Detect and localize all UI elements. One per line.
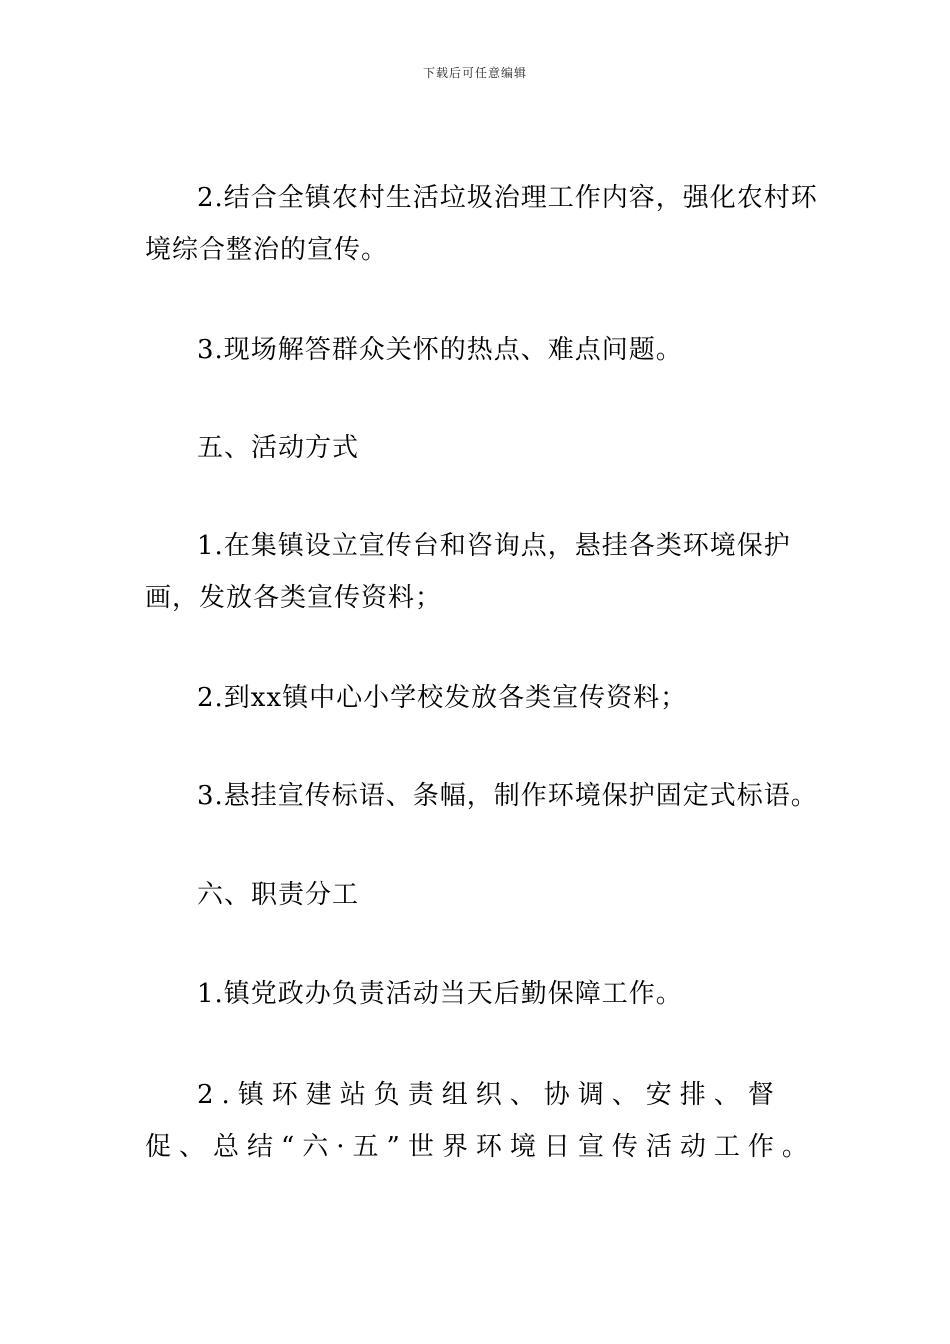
paragraph-answer-questions: 3.现场解答群众关怀的热点、难点问题。 bbox=[197, 335, 683, 365]
paragraph-school-materials: 2.到xx镇中心小学校发放各类宣传资料； bbox=[197, 683, 688, 713]
section-heading-activity-method: 五、活动方式 bbox=[197, 433, 360, 463]
page-header: 下载后可任意编辑 bbox=[422, 66, 527, 80]
paragraph-environment-station: 2.镇环建站负责组织、协调、安排、督促、总结“六·五”世界环境日宣传活动工作。 bbox=[145, 1080, 816, 1162]
paragraph-booth-setup: 1.在集镇设立宣传台和咨询点，悬挂各类环境保护画，发放各类宣传资料； bbox=[145, 531, 791, 613]
section-heading-responsibilities: 六、职责分工 bbox=[197, 880, 360, 910]
paragraph-slogans: 3.悬挂宣传标语、条幅，制作环境保护固定式标语。 bbox=[197, 781, 818, 811]
paragraph-rural-garbage: 2.结合全镇农村生活垃圾治理工作内容，强化农村环境综合整治的宣传。 bbox=[145, 183, 818, 265]
paragraph-logistics: 1.镇党政办负责活动当天后勤保障工作。 bbox=[197, 979, 683, 1009]
